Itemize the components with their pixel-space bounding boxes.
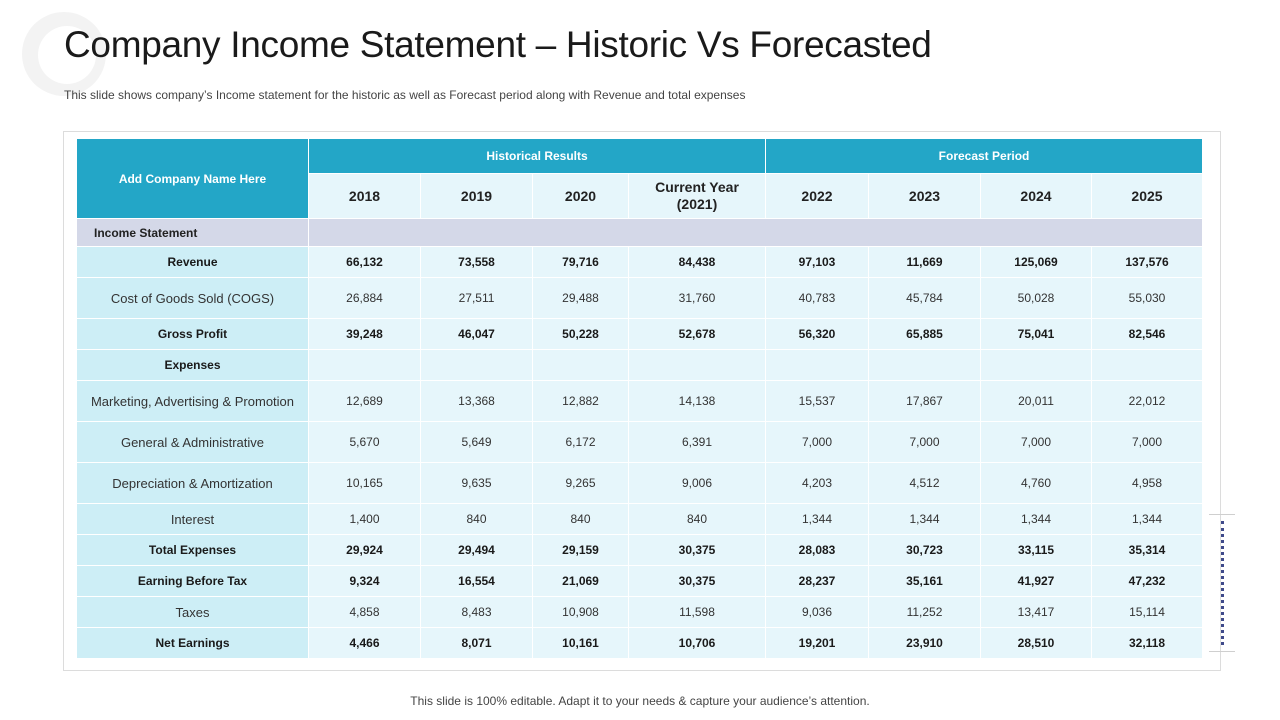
value-cell [1092, 350, 1203, 381]
row-label: Marketing, Advertising & Promotion [77, 381, 309, 422]
value-cell: 840 [629, 504, 766, 535]
slide-subtitle: This slide shows company’s Income statement for the historic as well as Forecast period along with Revenue and total expenses [64, 88, 746, 102]
footer-note: This slide is 100% editable. Adapt it to your needs & capture your audience’s attention. [410, 694, 870, 708]
year-header: 2023 [869, 174, 981, 219]
value-cell: 29,488 [533, 278, 629, 319]
value-cell: 19,201 [766, 628, 869, 659]
value-cell [309, 350, 421, 381]
value-cell: 50,228 [533, 319, 629, 350]
value-cell: 41,927 [981, 566, 1092, 597]
value-cell: 79,716 [533, 247, 629, 278]
value-cell: 4,512 [869, 463, 981, 504]
value-cell [766, 350, 869, 381]
table-row [77, 381, 1203, 422]
table-row [77, 463, 1203, 504]
value-cell: 29,494 [421, 535, 533, 566]
value-cell: 9,006 [629, 463, 766, 504]
income-statement-table [76, 138, 1203, 659]
value-cell: 11,669 [869, 247, 981, 278]
value-cell: 137,576 [1092, 247, 1203, 278]
value-cell: 28,083 [766, 535, 869, 566]
table-row [77, 319, 1203, 350]
value-cell: 13,417 [981, 597, 1092, 628]
table-row [77, 247, 1203, 278]
table-row [77, 504, 1203, 535]
value-cell: 35,314 [1092, 535, 1203, 566]
value-cell: 84,438 [629, 247, 766, 278]
table-row [77, 597, 1203, 628]
row-label: Net Earnings [77, 628, 309, 659]
value-cell: 23,910 [869, 628, 981, 659]
value-cell: 30,375 [629, 535, 766, 566]
value-cell: 11,598 [629, 597, 766, 628]
value-cell: 29,159 [533, 535, 629, 566]
dots-decoration [1221, 521, 1224, 645]
value-cell: 840 [533, 504, 629, 535]
value-cell: 97,103 [766, 247, 869, 278]
value-cell: 6,172 [533, 422, 629, 463]
forecast-period-header: Forecast Period [766, 139, 1203, 174]
value-cell: 4,466 [309, 628, 421, 659]
value-cell: 125,069 [981, 247, 1092, 278]
value-cell: 47,232 [1092, 566, 1203, 597]
value-cell: 1,344 [1092, 504, 1203, 535]
value-cell: 21,069 [533, 566, 629, 597]
section-label: Income Statement [77, 219, 309, 247]
table-row [77, 628, 1203, 659]
value-cell: 28,510 [981, 628, 1092, 659]
value-cell: 73,558 [421, 247, 533, 278]
value-cell [981, 350, 1092, 381]
value-cell: 1,344 [981, 504, 1092, 535]
row-label: Total Expenses [77, 535, 309, 566]
value-cell: 4,958 [1092, 463, 1203, 504]
year-header: 2018 [309, 174, 421, 219]
value-cell [869, 350, 981, 381]
table-row [77, 535, 1203, 566]
value-cell: 32,118 [1092, 628, 1203, 659]
value-cell: 29,924 [309, 535, 421, 566]
value-cell: 27,511 [421, 278, 533, 319]
historical-results-header: Historical Results [309, 139, 766, 174]
value-cell: 33,115 [981, 535, 1092, 566]
row-label: Earning Before Tax [77, 566, 309, 597]
value-cell: 82,546 [1092, 319, 1203, 350]
value-cell: 55,030 [1092, 278, 1203, 319]
value-cell [421, 350, 533, 381]
year-header: 2024 [981, 174, 1092, 219]
value-cell: 9,324 [309, 566, 421, 597]
value-cell: 20,011 [981, 381, 1092, 422]
value-cell: 8,483 [421, 597, 533, 628]
value-cell: 75,041 [981, 319, 1092, 350]
value-cell: 10,165 [309, 463, 421, 504]
value-cell: 7,000 [869, 422, 981, 463]
value-cell: 11,252 [869, 597, 981, 628]
section-row [77, 219, 1203, 247]
row-label: Taxes [77, 597, 309, 628]
value-cell: 15,537 [766, 381, 869, 422]
value-cell: 16,554 [421, 566, 533, 597]
value-cell [533, 350, 629, 381]
year-header: 2020 [533, 174, 629, 219]
value-cell: 7,000 [766, 422, 869, 463]
value-cell: 7,000 [981, 422, 1092, 463]
value-cell: 56,320 [766, 319, 869, 350]
value-cell: 1,344 [766, 504, 869, 535]
year-header: 2022 [766, 174, 869, 219]
value-cell: 8,071 [421, 628, 533, 659]
value-cell: 65,885 [869, 319, 981, 350]
value-cell: 5,670 [309, 422, 421, 463]
value-cell: 35,161 [869, 566, 981, 597]
value-cell: 14,138 [629, 381, 766, 422]
value-cell: 17,867 [869, 381, 981, 422]
row-label: Revenue [77, 247, 309, 278]
row-label: Cost of Goods Sold (COGS) [77, 278, 309, 319]
company-name-header: Add Company Name Here [77, 139, 309, 219]
row-label: Interest [77, 504, 309, 535]
value-cell: 22,012 [1092, 381, 1203, 422]
row-label: Depreciation & Amortization [77, 463, 309, 504]
value-cell: 6,391 [629, 422, 766, 463]
value-cell: 10,908 [533, 597, 629, 628]
value-cell: 13,368 [421, 381, 533, 422]
table-row [77, 350, 1203, 381]
value-cell: 7,000 [1092, 422, 1203, 463]
value-cell: 12,689 [309, 381, 421, 422]
value-cell: 30,723 [869, 535, 981, 566]
year-header: 2025 [1092, 174, 1203, 219]
table-row [77, 278, 1203, 319]
value-cell: 12,882 [533, 381, 629, 422]
row-label: Expenses [77, 350, 309, 381]
value-cell: 50,028 [981, 278, 1092, 319]
row-label: General & Administrative [77, 422, 309, 463]
value-cell: 4,760 [981, 463, 1092, 504]
value-cell: 28,237 [766, 566, 869, 597]
value-cell: 9,036 [766, 597, 869, 628]
value-cell: 66,132 [309, 247, 421, 278]
value-cell [629, 350, 766, 381]
year-header: Current Year (2021) [629, 174, 766, 219]
year-header: 2019 [421, 174, 533, 219]
value-cell: 4,858 [309, 597, 421, 628]
value-cell: 15,114 [1092, 597, 1203, 628]
value-cell: 46,047 [421, 319, 533, 350]
value-cell: 31,760 [629, 278, 766, 319]
value-cell: 10,161 [533, 628, 629, 659]
value-cell: 30,375 [629, 566, 766, 597]
value-cell: 10,706 [629, 628, 766, 659]
value-cell: 4,203 [766, 463, 869, 504]
value-cell: 1,400 [309, 504, 421, 535]
value-cell: 1,344 [869, 504, 981, 535]
value-cell: 26,884 [309, 278, 421, 319]
value-cell: 840 [421, 504, 533, 535]
value-cell: 9,635 [421, 463, 533, 504]
value-cell: 45,784 [869, 278, 981, 319]
value-cell: 52,678 [629, 319, 766, 350]
table-row [77, 422, 1203, 463]
dotted-scroll-marker [1209, 514, 1235, 652]
value-cell: 39,248 [309, 319, 421, 350]
value-cell: 5,649 [421, 422, 533, 463]
slide-title: Company Income Statement – Historic Vs Forecasted [64, 24, 932, 65]
table-row [77, 566, 1203, 597]
value-cell: 40,783 [766, 278, 869, 319]
row-label: Gross Profit [77, 319, 309, 350]
value-cell: 9,265 [533, 463, 629, 504]
